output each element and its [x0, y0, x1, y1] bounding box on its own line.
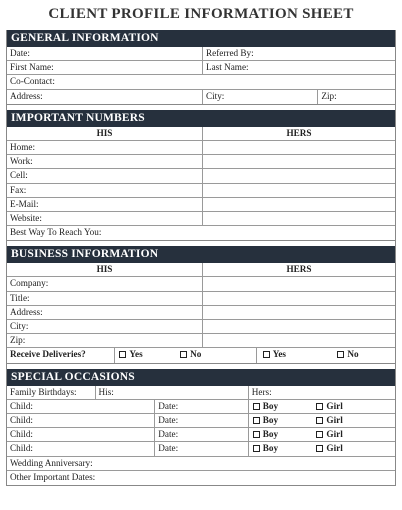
his-field[interactable]: Work: — [10, 156, 33, 167]
child-row — [7, 400, 395, 414]
deliveries-row — [7, 348, 395, 362]
his-field[interactable]: E-Mail: — [10, 198, 39, 209]
boy-label: Boy — [262, 400, 279, 411]
form-row — [7, 75, 395, 89]
form-row — [7, 212, 395, 226]
form-row — [7, 471, 395, 485]
checkbox-icon[interactable] — [253, 445, 260, 452]
hers-field[interactable] — [202, 320, 395, 333]
hers-field[interactable] — [202, 306, 395, 319]
child-date-field[interactable]: Date: — [154, 442, 248, 455]
boy-option[interactable] — [248, 428, 314, 441]
date-field[interactable]: Date: — [10, 48, 30, 58]
child-date-field[interactable]: Date: — [154, 400, 248, 413]
child-name-field[interactable]: Child: — [10, 400, 33, 411]
hers-birthday-field[interactable]: Hers: — [248, 386, 395, 399]
form-row — [7, 320, 395, 334]
zip-field[interactable]: Zip: — [317, 90, 395, 104]
girl-label: Girl — [326, 400, 343, 411]
form-row — [7, 277, 395, 291]
boy-option[interactable] — [248, 400, 314, 413]
checkbox-icon[interactable] — [316, 417, 323, 424]
form-row — [7, 141, 395, 155]
child-name-field[interactable]: Child: — [10, 414, 33, 425]
last-name-field[interactable]: Last Name: — [202, 61, 395, 74]
hers-deliveries-no[interactable] — [325, 348, 395, 362]
child-date-field[interactable]: Date: — [154, 414, 248, 427]
hers-field[interactable] — [202, 198, 395, 211]
profile-form — [6, 30, 396, 486]
form-row — [7, 169, 395, 183]
child-name-field[interactable]: Child: — [10, 429, 33, 440]
girl-label: Girl — [326, 443, 343, 454]
checkbox-icon[interactable] — [253, 417, 260, 424]
section-heading-business: BUSINESS INFORMATION — [7, 246, 395, 263]
girl-option[interactable] — [313, 442, 395, 455]
no-label: No — [347, 349, 359, 360]
checkbox-icon[interactable] — [253, 403, 260, 410]
checkbox-icon[interactable] — [316, 431, 323, 438]
hers-column-header: HERS — [202, 127, 395, 140]
his-field[interactable]: Title: — [10, 292, 30, 303]
hers-field[interactable] — [202, 169, 395, 182]
his-field[interactable]: Address: — [10, 306, 43, 317]
family-birthdays-label: Family Birthdays: — [10, 386, 77, 397]
form-row — [7, 457, 395, 471]
form-row — [7, 198, 395, 212]
his-field[interactable]: City: — [10, 321, 29, 331]
boy-label: Boy — [262, 443, 279, 454]
child-row — [7, 414, 395, 428]
girl-option[interactable] — [313, 428, 395, 441]
boy-label: Boy — [262, 414, 279, 425]
his-field[interactable]: Home: — [10, 141, 36, 152]
section-heading-occasions: SPECIAL OCCASIONS — [7, 369, 395, 386]
column-header-row — [7, 127, 395, 141]
page-title: CLIENT PROFILE INFORMATION SHEET — [48, 6, 354, 22]
girl-option[interactable] — [313, 400, 395, 413]
form-row — [7, 306, 395, 320]
his-column-header: HIS — [96, 127, 113, 138]
his-field[interactable]: Cell: — [10, 170, 28, 181]
form-row — [7, 155, 395, 169]
his-field[interactable]: Fax: — [10, 184, 27, 195]
form-row — [7, 47, 395, 61]
hers-field[interactable] — [202, 184, 395, 197]
checkbox-icon[interactable] — [263, 351, 270, 358]
checkbox-icon[interactable] — [316, 403, 323, 410]
numbers-rows — [7, 141, 395, 226]
checkbox-icon[interactable] — [180, 351, 187, 358]
form-row — [7, 184, 395, 198]
form-row — [7, 90, 395, 104]
checkbox-icon[interactable] — [337, 351, 344, 358]
his-deliveries-yes[interactable] — [114, 348, 158, 362]
family-birthdays-row — [7, 386, 395, 400]
other-dates-field[interactable]: Other Important Dates: — [10, 471, 96, 482]
his-field[interactable]: Company: — [10, 278, 49, 289]
girl-label: Girl — [326, 429, 343, 440]
child-name-field[interactable]: Child: — [10, 443, 33, 454]
wedding-anniversary-field[interactable]: Wedding Anniversary: — [10, 457, 93, 468]
section-heading-general: GENERAL INFORMATION — [7, 30, 395, 47]
child-date-field[interactable]: Date: — [154, 428, 248, 441]
yes-label: Yes — [129, 349, 143, 360]
hers-deliveries-yes[interactable] — [256, 348, 326, 362]
hers-field[interactable] — [202, 277, 395, 290]
form-row — [7, 61, 395, 75]
best-way-field[interactable]: Best Way To Reach You: — [10, 227, 102, 238]
hers-field[interactable] — [202, 155, 395, 168]
boy-label: Boy — [262, 429, 279, 440]
city-field[interactable]: City: — [202, 90, 317, 104]
hers-field[interactable] — [202, 292, 395, 305]
his-deliveries-no[interactable] — [158, 348, 202, 362]
hers-field[interactable] — [202, 212, 395, 225]
referred-by-field[interactable]: Referred By: — [202, 47, 395, 60]
checkbox-icon[interactable] — [316, 445, 323, 452]
no-label: No — [190, 349, 202, 360]
boy-option[interactable] — [248, 442, 314, 455]
child-row — [7, 442, 395, 456]
spacer — [202, 348, 256, 362]
form-row — [7, 334, 395, 348]
hers-column-header: HERS — [202, 263, 395, 276]
form-row — [7, 226, 395, 240]
address-field[interactable]: Address: — [10, 90, 43, 101]
hers-field[interactable] — [202, 141, 395, 154]
checkbox-icon[interactable] — [253, 431, 260, 438]
column-header-row — [7, 263, 395, 277]
girl-label: Girl — [326, 414, 343, 425]
his-field[interactable]: Website: — [10, 212, 42, 223]
yes-label: Yes — [272, 349, 286, 360]
girl-option[interactable] — [313, 414, 395, 427]
form-row — [7, 292, 395, 306]
deliveries-label: Receive Deliveries? — [10, 349, 86, 360]
his-field[interactable]: Zip: — [10, 335, 26, 346]
his-column-header: HIS — [96, 264, 113, 275]
child-row — [7, 428, 395, 442]
first-name-field[interactable]: First Name: — [10, 62, 54, 73]
section-heading-numbers: IMPORTANT NUMBERS — [7, 110, 395, 127]
business-rows — [7, 277, 395, 348]
child-rows — [7, 400, 395, 457]
checkbox-icon[interactable] — [119, 351, 126, 358]
his-birthday-field[interactable]: His: — [95, 386, 248, 399]
hers-field[interactable] — [202, 334, 395, 347]
co-contact-field[interactable]: Co-Contact: — [10, 76, 55, 87]
boy-option[interactable] — [248, 414, 314, 427]
